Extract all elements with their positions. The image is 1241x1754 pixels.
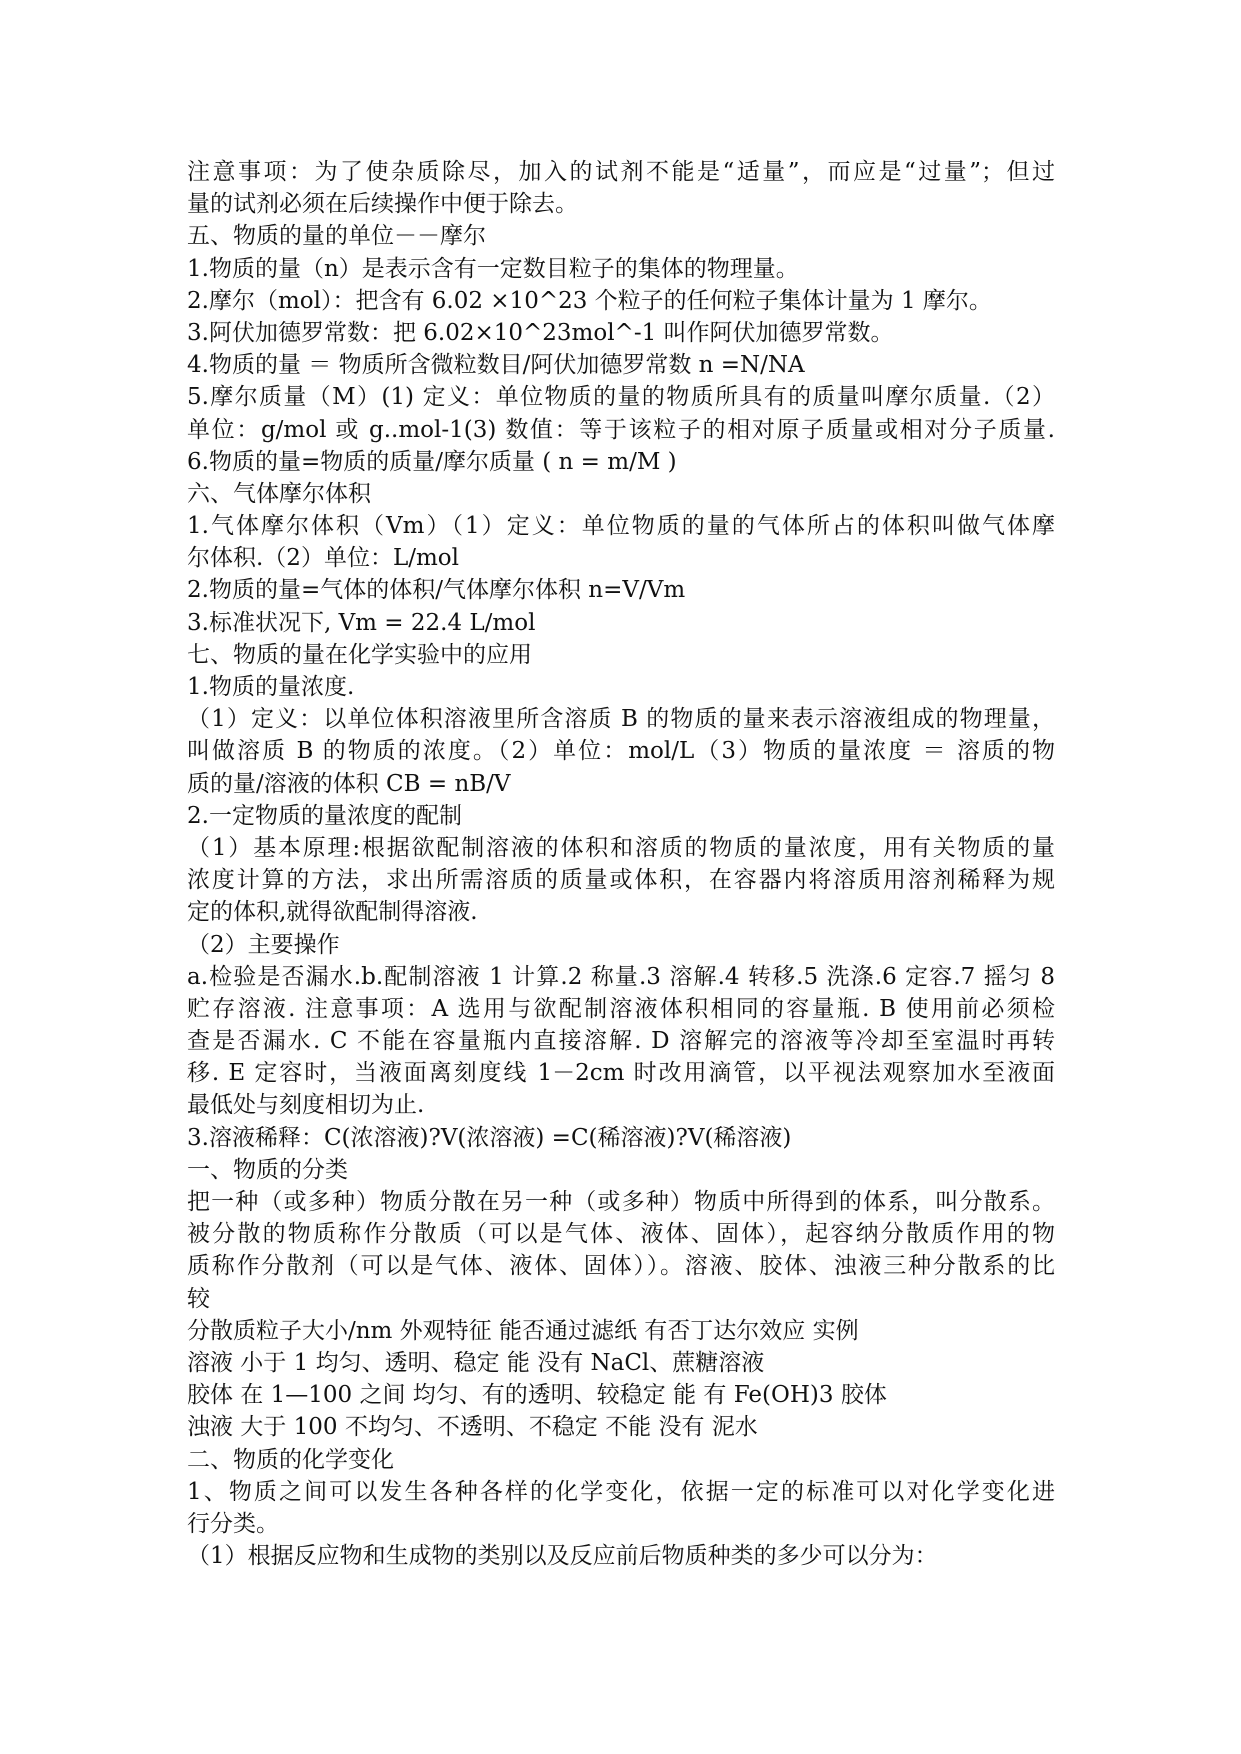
table-header-line: 分散质粒子大小/nm 外观特征 能否通过滤纸 有否丁达尔效应 实例 (187, 1317, 859, 1344)
text-line: 1.物质的量（n）是表示含有一定数目粒子的集体的物理量。 (187, 255, 799, 282)
text-line: 5.摩尔质量（M）(1) 定义：单位物质的量的物质所具有的质量叫摩尔质量.（2） (187, 384, 1055, 411)
text-line: 1.物质的量浓度. (187, 674, 355, 700)
text-line: 1、物质之间可以发生各种各样的化学变化，依据一定的标准可以对化学变化进 (187, 1478, 1055, 1505)
section-heading: 七、物质的量在化学实验中的应用 (187, 641, 532, 668)
section-heading: 一、物质的分类 (187, 1156, 348, 1183)
text-line: 3.标准状况下, Vm = 22.4 L/mol (187, 609, 536, 636)
text-line: 2.物质的量=气体的体积/气体摩尔体积 n=V/Vm (187, 577, 686, 604)
text-line: 行分类。 (187, 1510, 279, 1537)
text-line: 把一种（或多种）物质分散在另一种（或多种）物质中所得到的体系，叫分散系。 (187, 1189, 1055, 1215)
text-line: 最低处与刻度相切为止. (187, 1092, 425, 1119)
text-line: 定的体积,就得欲配制得溶液. (187, 899, 478, 926)
text-line: 2.一定物质的量浓度的配制 (187, 802, 462, 829)
text-line: 6.物质的量=物质的质量/摩尔质量 ( n = m/M ) (187, 448, 677, 475)
text-line: 浓度计算的方法，求出所需溶质的质量或体积，在容器内将溶质用溶剂稀释为规 (187, 867, 1055, 894)
text-line: 查是否漏水. C 不能在容量瓶内直接溶解. D 溶解完的溶液等冷却至室温时再转 (187, 1028, 1055, 1055)
document-body (187, 156, 1055, 1572)
table-row-line: 胶体 在 1—100 之间 均匀、有的透明、较稳定 能 有 Fe(OH)3 胶体 (187, 1382, 887, 1409)
text-line: 贮存溶液. 注意事项：A 选用与欲配制溶液体积相同的容量瓶. B 使用前必须检 (187, 995, 1055, 1022)
text-line: 单位：g/mol 或 g..mol-1(3) 数值：等于该粒子的相对原子质量或相对分子质量. (187, 416, 1055, 443)
text-line: 3.溶液稀释：C(浓溶液)?V(浓溶液) =C(稀溶液)?V(稀溶液) (187, 1124, 792, 1151)
table-row-line: 溶液 小于 1 均匀、透明、稳定 能 没有 NaCl、蔗糖溶液 (187, 1349, 765, 1376)
text-line: （1）根据反应物和生成物的类别以及反应前后物质种类的多少可以分为： (187, 1543, 938, 1570)
text-line: 尔体积.（2）单位：L/mol (187, 545, 459, 572)
text-line: 1.气体摩尔体积（Vm）（1）定义：单位物质的量的气体所占的体积叫做气体摩 (187, 513, 1055, 540)
section-heading: 六、气体摩尔体积 (187, 480, 371, 507)
table-row-line: 浊液 大于 100 不均匀、不透明、不稳定 不能 没有 泥水 (187, 1414, 758, 1441)
text-line: 被分散的物质称作分散质（可以是气体、液体、固体），起容纳分散质作用的物 (187, 1221, 1055, 1248)
text-line: 4.物质的量 ＝ 物质所含微粒数目/阿伏加德罗常数 n =N/NA (187, 352, 805, 379)
text-line: 注意事项：为了使杂质除尽，加入的试剂不能是“适量”，而应是“过量”；但过 (187, 159, 1055, 185)
text-line: 较 (187, 1285, 210, 1312)
text-line: a.检验是否漏水.b.配制溶液 1 计算.2 称量.3 溶解.4 转移.5 洗涤.6 定容.7 摇匀 8 (187, 963, 1055, 990)
text-line: （1）基本原理:根据欲配制溶液的体积和溶质的物质的量浓度，用有关物质的量 (187, 834, 1055, 861)
text-line: 3.阿伏加德罗常数：把 6.02×10^23mol^-1 叫作阿伏加德罗常数。 (187, 319, 894, 346)
text-line: 质的量/溶液的体积 CB = nB/V (187, 770, 511, 797)
text-line: （2）主要操作 (187, 931, 340, 958)
text-line: 叫做溶质 B 的物质的浓度。（2）单位：mol/L（3）物质的量浓度 ＝ 溶质的物 (187, 738, 1055, 765)
text-line: 移. E 定容时，当液面离刻度线 1－2cm 时改用滴管，以平视法观察加水至液面 (187, 1060, 1055, 1087)
text-line: 量的试剂必须在后续操作中便于除去。 (187, 191, 578, 218)
text-line: 质称作分散剂（可以是气体、液体、固体））。溶液、胶体、浊液三种分散系的比 (187, 1253, 1055, 1280)
text-line: （1）定义：以单位体积溶液里所含溶质 B 的物质的量来表示溶液组成的物理量， (187, 706, 1055, 733)
section-heading: 五、物质的量的单位－－摩尔 (187, 223, 486, 250)
section-heading: 二、物质的化学变化 (187, 1446, 394, 1473)
text-line: 2.摩尔（mol）：把含有 6.02 ×10^23 个粒子的任何粒子集体计量为 1 摩尔。 (187, 287, 992, 314)
